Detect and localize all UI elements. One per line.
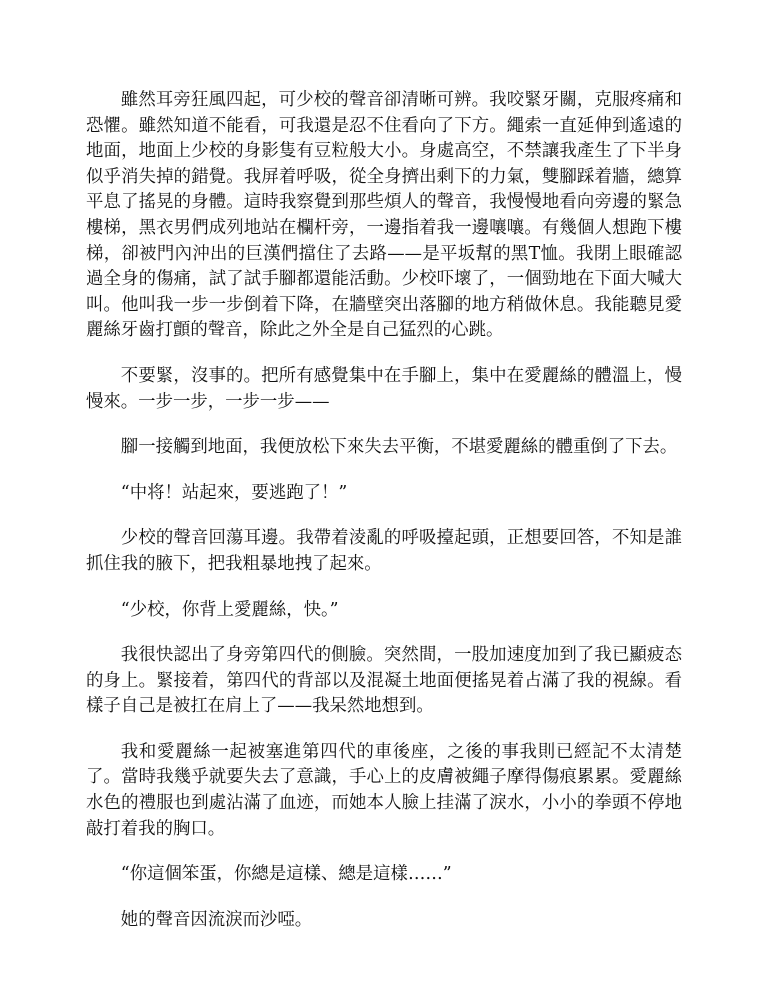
paragraph: 腳一接觸到地面，我便放松下來失去平衡，不堪愛麗絲的體重倒了下去。: [120, 437, 678, 458]
paragraph: “你這個笨蛋，你總是這樣、總是這樣……”: [120, 864, 452, 885]
paragraph: 她的聲音因流淚而沙啞。: [120, 909, 313, 930]
paragraph: “少校，你背上愛麗絲，快。”: [120, 599, 339, 620]
paragraph: 我和愛麗絲一起被塞進第四代的車後座，之後的事我則已經記不太清楚了。當時我幾乎就要失去了意識，手心上的皮膚被繩子摩得傷痕累累。愛麗絲水色的禮服也到處沾滿了血迹，而她本人臉上挂滿了淚水，小小的拳頭不停地敲打着我的胸口。: [86, 741, 682, 839]
paragraph: 我很快認出了身旁第四代的側臉。突然間，一股加速度加到了我已顯疲态的身上。緊接着，第四代的背部以及混凝土地面便搖晃着占滿了我的視線。看樣子自己是被扛在肩上了——我呆然地想到。: [86, 645, 682, 717]
paragraph: 不要緊，沒事的。把所有感覺集中在手腳上，集中在愛麗絲的體溫上，慢慢來。一步一步，一步一步——: [86, 365, 682, 412]
paragraph: “中将！站起來，要逃跑了！”: [120, 482, 348, 503]
paragraph: 雖然耳旁狂風四起，可少校的聲音卻清晰可辨。我咬緊牙關，克服疼痛和恐懼。雖然知道不能看，可我還是忍不住看向了下方。繩索一直延伸到遙遠的地面，地面上少校的身影隻有豆粒般大小。身處高空，不禁讓我產生了下半身似乎消失掉的錯覺。我屏着呼吸，從全身擠出剩下的力氣，雙腳踩着牆，總算平息了搖晃的身體。這時我察覺到那些煩人的聲音，我慢慢地看向旁邊的緊急樓梯，黑衣男們成列地站在欄杆旁，一邊指着我一邊嚷嚷。有幾個人想跑下樓梯，卻被門內沖出的巨漢們擋住了去路——是平坂幫的黑T恤。我閉上眼確認過全身的傷痛，試了試手腳都還能活動。少校吓壞了，一個勁地在下面大喊大叫。他叫我一步一步倒着下降，在牆壁突出落腳的地方稍做休息。我能聽見愛麗絲牙齒打顫的聲音，除此之外全是自己猛烈的心跳。: [86, 90, 682, 341]
document-page: [86, 88, 682, 953]
paragraph: 少校的聲音回蕩耳邊。我帶着淩亂的呼吸擡起頭，正想要回答，不知是誰抓住我的腋下，把我粗暴地拽了起來。: [86, 528, 682, 574]
